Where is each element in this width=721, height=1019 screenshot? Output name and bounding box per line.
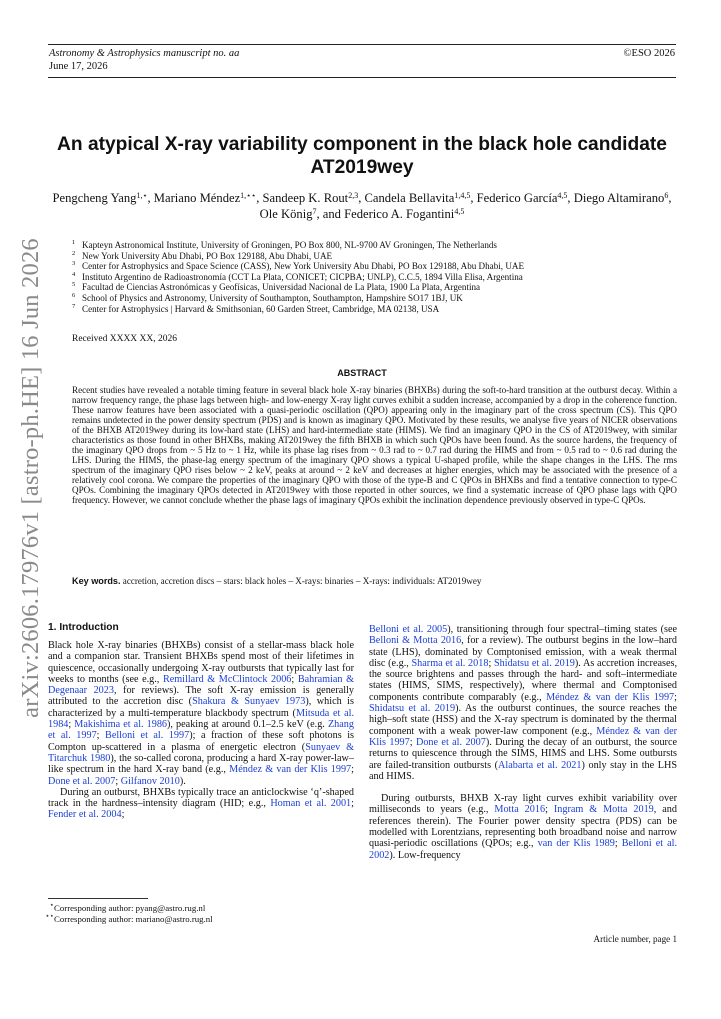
citation-link[interactable]: Belloni et al. 2002 <box>369 838 677 861</box>
citation-link[interactable]: van der Klis 1989 <box>537 838 615 850</box>
abstract-heading: ABSTRACT <box>337 368 387 378</box>
abstract-text: Recent studies have revealed a notable timing feature in several black hole X-ray binaries (BHXBs) during the soft-to-hard transition at the outburst decay. Within a narrow frequency range, the phase lags between high- and low-energy X-ray light curves exhibit a sudden increase, accompanied by a drop in the coherence function. These narrow features have been associated with a quasi-periodic oscillation (QPO) appearing only in the imaginary part of the cross spectrum (CS). This QPO remains undetected in the power density spectrum (PDS) and is known as imaginary QPO. Motivated by these results, we analyse five years of NICER observations of the BHXB AT2019wey during its low-hard state (LHS) and hard-intermediate state (HIMS). We find an imaginary QPO in the CS of AT2019wey, with similar characteristics as those found in other BHXBs, making AT2019wey the fifth BHXB in which such QPOs have been found. As the source hardens, the frequency of the imaginary QPO drops from ~ 5 Hz to ~ 1 Hz, while its phase lag rises from ~ 0.3 rad to ~ 0.7 rad during the HIMS and from ~ 0.5 rad to ~ 0.6 rad during the LHS. During the HIMS, the phase-lag energy spectrum of the imaginary QPO shows a typical U-shaped profile, while the shape changes in the LHS. The rms spectrum of the imaginary QPO rises below ~ 2 keV, peaks at around ~ 2 keV and decreases at higher energies, which may be associated with the presence of a relatively cool corona. We compare the properties of the imaginary QPO with those of the type-B and C QPOs in BHXBs and find a tentative connection to type-C QPOs. Combining the imaginary QPOs detected in AT2019wey with those reported in other sources, we find a systematic increase of QPO phase lags with QPO frequency. However, we cannot conclude whether the phase lags of imaginary QPOs exhibit the inclination dependence previously observed in type-C QPOs. <box>72 385 677 505</box>
copyright-notice: ©ESO 2026 <box>623 48 675 59</box>
right-column <box>369 624 677 861</box>
section-heading: 1. Introduction <box>48 622 119 633</box>
citation-link[interactable]: Fender et al. 2004 <box>48 809 122 821</box>
citation-link[interactable]: Belloni et al. 2005 <box>369 624 448 635</box>
keywords <box>72 576 677 586</box>
affiliation-list <box>72 240 676 314</box>
citation-link[interactable]: Bahramian & Degenaar 2023 <box>48 673 355 697</box>
journal-name: Astronomy & Astrophysics manuscript no. aa <box>49 48 240 59</box>
affiliation-item: 3 Center for Astrophysics and Space Science (CASS), New York University Abu Dhabi, PO Box 129188, Abu Dhabi, UAE <box>72 260 525 272</box>
citation-link[interactable]: Méndez & van der Klis 1997 <box>546 691 675 703</box>
citation-link[interactable]: Ingram & Motta 2019 <box>553 804 654 816</box>
keywords-text: accretion, accretion discs – stars: black holes – X-rays: binaries – X-rays: individuals: AT2019wey <box>122 576 482 586</box>
paragraph: During an outburst, BHXBs typically trace an anticlockwise ‘q’-shaped track in the hardness–intensity diagram (HID; e.g., Homan et al. 2001; Fender et al. 2004; <box>48 786 354 821</box>
affiliation-item: 5 Facultad de Ciencias Astronómicas y Geofísicas, Universidad Nacional de La Plata, 1900 La Plata, Argentina <box>72 281 481 293</box>
affiliation-item: 1 Kapteyn Astronomical Institute, University of Groningen, PO Box 800, NL-9700 AV Groningen, The Netherlands <box>72 239 497 250</box>
citation-link[interactable]: Sunyaev & Titarchuk 1980 <box>48 741 354 764</box>
citation-link[interactable]: Mitsuda et al. 1984 <box>48 707 354 731</box>
footnote: ⋆⋆ Corresponding author: mariano@astro.rug.nl <box>45 912 213 924</box>
affiliation-item: 6 School of Physics and Astronomy, University of Southampton, Southampton, Hampshire SO17 1BJ, UK <box>72 291 463 303</box>
paragraph: Belloni et al. 2005), transitioning through four spectral–timing states (see Belloni & Motta 2016, for a review). The outburst begins in the low–hard state (LHS), dominated by Comptonised emission, with a weak thermal disc (e.g., Sharma et al. 2018; Shidatsu et al. 2019). As accretion increases, the source brightens and passes through the hard- and soft–intermediate states (HIMS, SIMS, respectively), where thermal and Comptonised components contribute comparably (e.g., Méndez & van der Klis 1997; Shidatsu et al. 2019). As the outburst continues, the source reaches the high–soft state (HSS) and the X-ray spectrum is dominated by the thermal component with a weak power-law component (e.g., Méndez & van der Klis 1997; Done et al. 2007). During the decay of an outburst, the source returns to quiescence through the SIMS, HIMS and LHS. Some outbursts are failed-transition outbursts (Alabarta et al. 2021) only stay in the LHS and HIMS. <box>369 624 678 782</box>
received-date: Received XXXX XX, 2026 <box>72 334 178 344</box>
citation-link[interactable]: Remillard & McClintock 2006 <box>162 673 292 685</box>
citation-link[interactable]: Belloni & Motta 2016 <box>369 635 462 647</box>
citation-link[interactable]: Homan et al. 2001 <box>270 798 352 810</box>
citation-link[interactable]: Gilfanov 2010 <box>120 775 180 787</box>
left-column <box>48 640 354 821</box>
keywords-label: Key words. <box>72 576 121 586</box>
paragraph: During outbursts, BHXB X-ray light curves exhibit variability over milliseconds to years (e.g., Motta 2016; Ingram & Motta 2019, and references therein). The Fourier power density spectra (PDS) can be modelled with Lorentzians, representing both broadband noise and narrow quasi-periodic oscillations (QPOs; e.g., van der Klis 1989; Belloni et al. 2002). Low-frequency <box>369 793 677 861</box>
citation-link[interactable]: Zhang et al. 1997 <box>48 719 354 742</box>
arxiv-stamp-text: arXiv:2606.17976v1 [astro-ph.HE] 16 Jun 2026 <box>17 238 44 718</box>
page-footer: Article number, page 1 <box>593 934 677 944</box>
citation-link[interactable]: Belloni et al. 1997 <box>105 730 190 742</box>
paragraph: Black hole X-ray binaries (BHXBs) consist of a stellar-mass black hole and a companion star. Transient BHXBs spend most of their lifetimes in quiescence, occasionally undergoing X-ray outbursts that typically last for weeks to months (see e.g., Remillard & McClintock 2006; Bahramian & Degenaar 2023, for reviews). The soft X-ray emission is generally attributed to the accretion disc (Shakura & Sunyaev 1973), which is characterized by a multi-temperature blackbody spectrum (Mitsuda et al. 1984; Makishima et al. 1986), peaking at around 0.1–2.5 keV (e.g. Zhang et al. 1997; Belloni et al. 1997); a fraction of these soft photons is Compton up-scattered in a plasma of energetic electron (Sunyaev & Titarchuk 1980), the so-called corona, producing a hard X-ray power-law–like spectrum in the hard X-ray band (e.g., Méndez & van der Klis 1997; Done et al. 2007; Gilfanov 2010). <box>48 640 355 787</box>
citation-link[interactable]: Done et al. 2007 <box>48 775 116 787</box>
citation-link[interactable]: Sharma et al. 2018 <box>411 657 489 669</box>
author-list: Pengcheng Yang$^{1,⋆}$, Mariano Méndez$^{1,⋆⋆}$, Sandeep K. Rout$^{2,3}$, Candela Bellavita$^{1,4,5}$, Federico García$^{4,5}$, Diego Altamirano$^6$, Ole König$^7$, and Federico A. Fogantini$^{4,5}$ <box>52 191 672 221</box>
citation-link[interactable]: Méndez & van der Klis 1997 <box>369 725 677 748</box>
manuscript-date: June 17, 2026 <box>49 61 108 72</box>
citation-link[interactable]: Shakura & Sunyaev 1973 <box>192 696 306 708</box>
running-header <box>48 44 676 78</box>
affiliation-item: 2 New York University Abu Dhabi, PO Box 129188, Abu Dhabi, UAE <box>72 249 333 261</box>
footnote-rule <box>48 898 148 899</box>
citation-link[interactable]: Shidatsu et al. 2019 <box>494 657 575 669</box>
citation-link[interactable]: Done et al. 2007 <box>415 736 486 748</box>
citation-link[interactable]: Motta 2016 <box>494 804 546 816</box>
citation-link[interactable]: Alabarta et al. 2021 <box>498 759 582 771</box>
affiliation-item: 4 Instituto Argentino de Radioastronomía (CCT La Plata, CONICET; CICPBA; UNLP), C.C.5, 1894 Villa Elisa, Argentina <box>72 270 523 282</box>
citation-link[interactable]: Makishima et al. 1986 <box>74 719 168 731</box>
affiliation-item: 7 Center for Astrophysics | Harvard & Smithsonian, 60 Garden Street, Cambridge, MA 02138, USA <box>72 302 440 314</box>
citation-link[interactable]: Méndez & van der Klis 1997 <box>229 764 352 776</box>
arxiv-stamp <box>16 238 46 718</box>
citation-link[interactable]: Shidatsu et al. 2019 <box>369 703 456 715</box>
footnote: ⋆ Corresponding author: pyang@astro.rug.nl <box>49 901 206 913</box>
paper-title: An atypical X-ray variability component in the black hole candidate AT2019wey <box>57 134 667 178</box>
